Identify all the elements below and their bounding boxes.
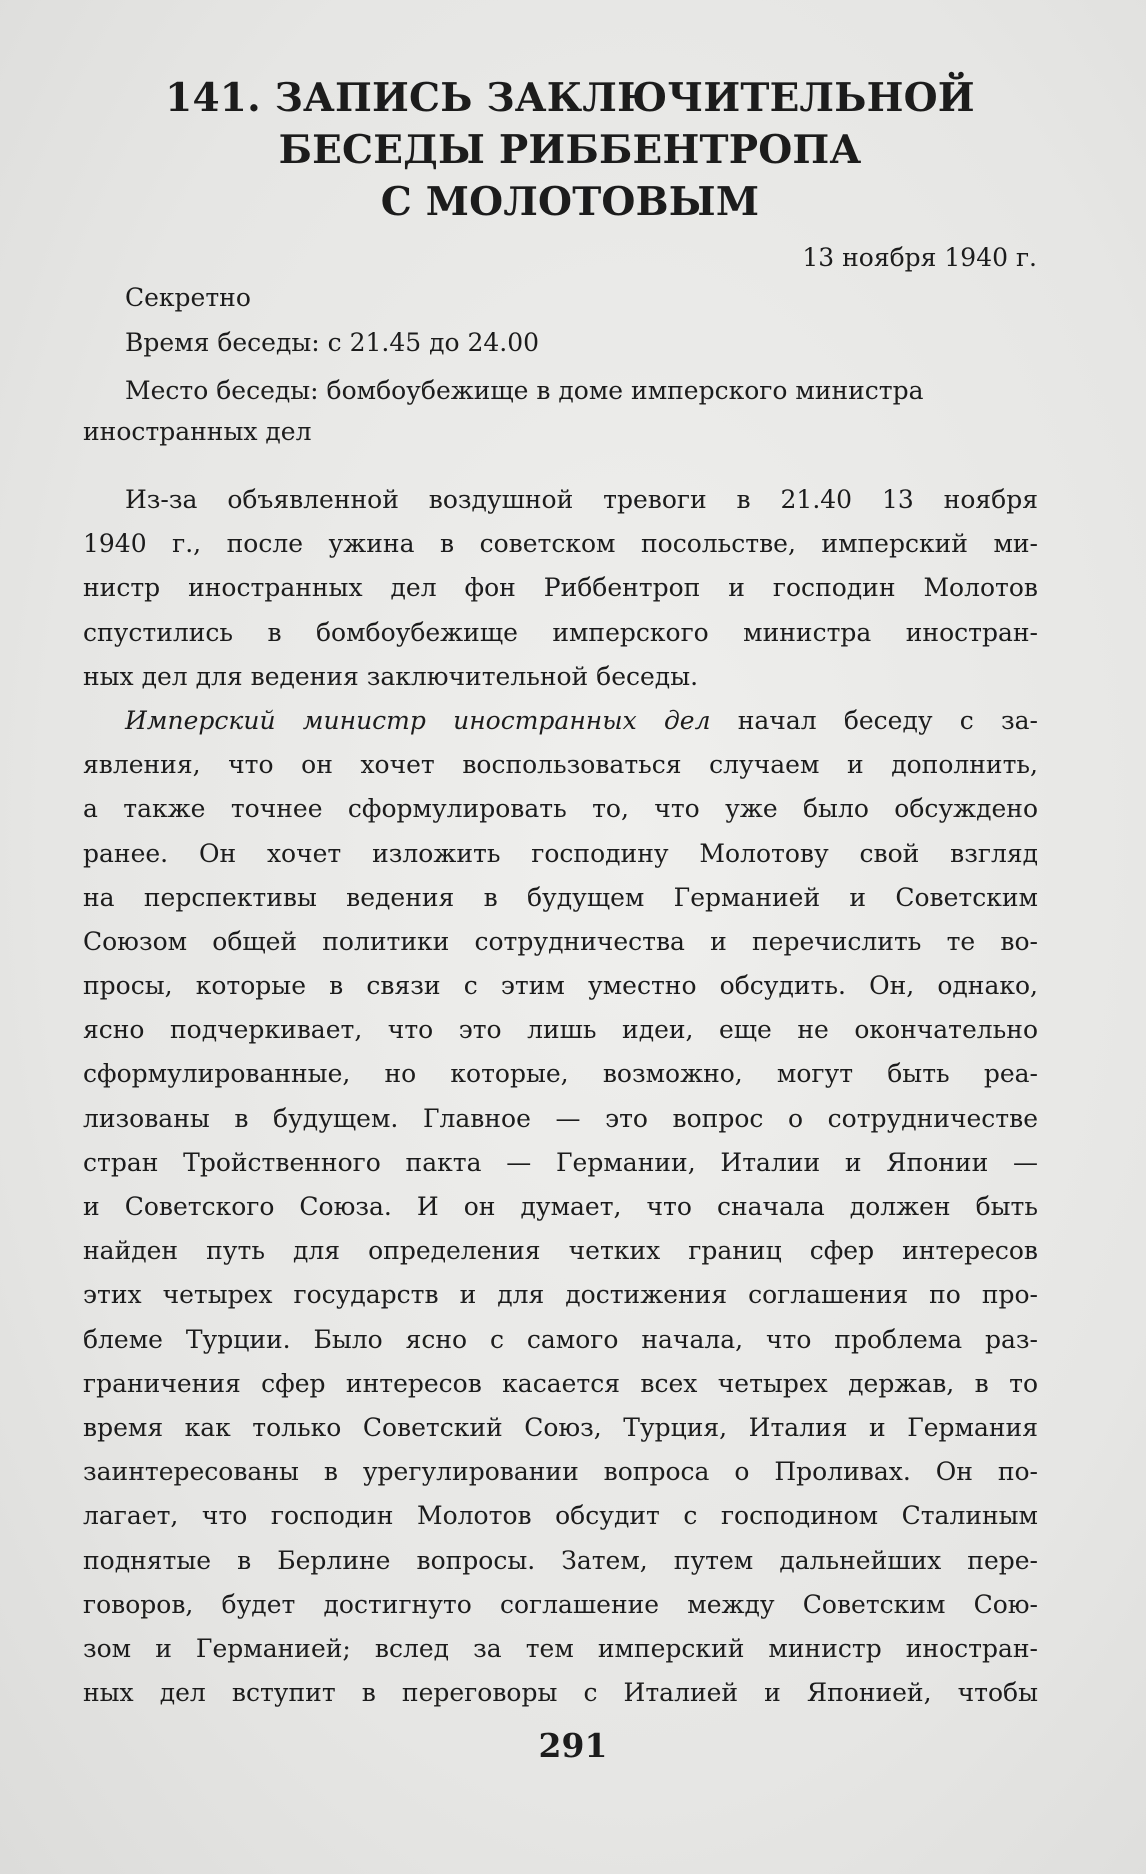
- paragraph-line: лагает, что господин Молотов обсудит с господином Сталиным: [83, 1501, 1038, 1531]
- paragraph-line: найден путь для определения четких границ сфер интересов: [83, 1236, 1038, 1266]
- meeting-place-block: [83, 369, 1038, 453]
- paragraph-line: заинтересованы в урегулировании вопроса о Проливах. Он по-: [83, 1457, 1038, 1487]
- paragraph-line: стран Тройственного пакта — Германии, Италии и Японии —: [83, 1147, 1038, 1177]
- document-title: [150, 72, 990, 228]
- paragraph-line: лизованы в будущем. Главное — это вопрос о сотрудничестве: [83, 1103, 1038, 1133]
- paragraph-line: сформулированные, но которые, возможно, могут быть реа-: [83, 1059, 1038, 1089]
- paragraph-line: на перспективы ведения в будущем Германией и Советским: [83, 882, 1038, 912]
- secret-label: Секретно: [125, 283, 251, 312]
- paragraph-line: ранее. Он хочет изложить господину Молотову свой взгляд: [83, 838, 1038, 868]
- paragraph-line: ных дел вступит в переговоры с Италией и Японией, чтобы: [83, 1678, 1038, 1708]
- paragraph-line: ясно подчеркивает, что это лишь идеи, еще не окончательно: [83, 1015, 1038, 1045]
- title-line: БЕСЕДЫ РИББЕНТРОПА: [278, 127, 862, 173]
- paragraph-line: Союзом общей политики сотрудничества и перечислить те во-: [83, 926, 1038, 956]
- paragraph-line: этих четырех государств и для достижения соглашения по про-: [83, 1280, 1038, 1310]
- paragraph-line: говоров, будет достигнуто соглашение между Советским Сою-: [83, 1589, 1038, 1619]
- paragraph-line: ных дел для ведения заключительной беседы.: [83, 661, 699, 691]
- page-number: 291: [538, 1726, 608, 1765]
- paragraph-line: граничения сфер интересов касается всех четырех держав, в то: [83, 1368, 1038, 1398]
- paragraph-line: [83, 699, 1038, 743]
- document-date: 13 ноября 1940 г.: [802, 243, 1037, 272]
- paragraph-line: спустились в бомбоубежище имперского министра иностран-: [83, 617, 1038, 647]
- paragraph-line: а также точнее сформулировать то, что уже было обсуждено: [83, 794, 1038, 824]
- meeting-time: Время беседы: с 21.45 до 24.00: [125, 328, 540, 357]
- paragraph-line: поднятые в Берлине вопросы. Затем, путем дальнейших пере-: [83, 1545, 1038, 1575]
- meeting-place-line: иностранных дел: [83, 417, 312, 446]
- secret-stamp-line: [83, 276, 1038, 319]
- paragraph-line: зом и Германией; вслед за тем имперский министр иностран-: [83, 1633, 1038, 1663]
- meeting-time-line: [83, 321, 1038, 364]
- paragraph-line: просы, которые в связи с этим уместно обсудить. Он, однако,: [83, 971, 1038, 1001]
- meeting-place-line: Место беседы: бомбоубежище в доме имперского министра: [125, 376, 924, 405]
- paragraph-line: 1940 г., после ужина в советском посольстве, имперский ми-: [83, 529, 1038, 559]
- speaker-italic: Имперский министр иностранных дел: [125, 705, 711, 735]
- document-body: [83, 478, 1038, 1715]
- paragraph-line: Из-за объявленной воздушной тревоги в 21.40 13 ноября: [125, 485, 1038, 514]
- title-line: 141. ЗАПИСЬ ЗАКЛЮЧИТЕЛЬНОЙ: [165, 75, 975, 121]
- title-line: С МОЛОТОВЫМ: [380, 179, 760, 225]
- paragraph-text: начал беседу с за-: [710, 705, 1038, 735]
- paragraph-line: и Советского Союза. И он думает, что сначала должен быть: [83, 1192, 1038, 1221]
- paragraph-line: нистр иностранных дел фон Риббентроп и господин Молотов: [83, 573, 1038, 603]
- paragraph-line: явления, что он хочет воспользоваться случаем и дополнить,: [83, 750, 1038, 780]
- paragraph-line: время как только Советский Союз, Турция, Италия и Германия: [83, 1412, 1038, 1442]
- paragraph-line: блеме Турции. Было ясно с самого начала, что проблема раз-: [83, 1324, 1038, 1354]
